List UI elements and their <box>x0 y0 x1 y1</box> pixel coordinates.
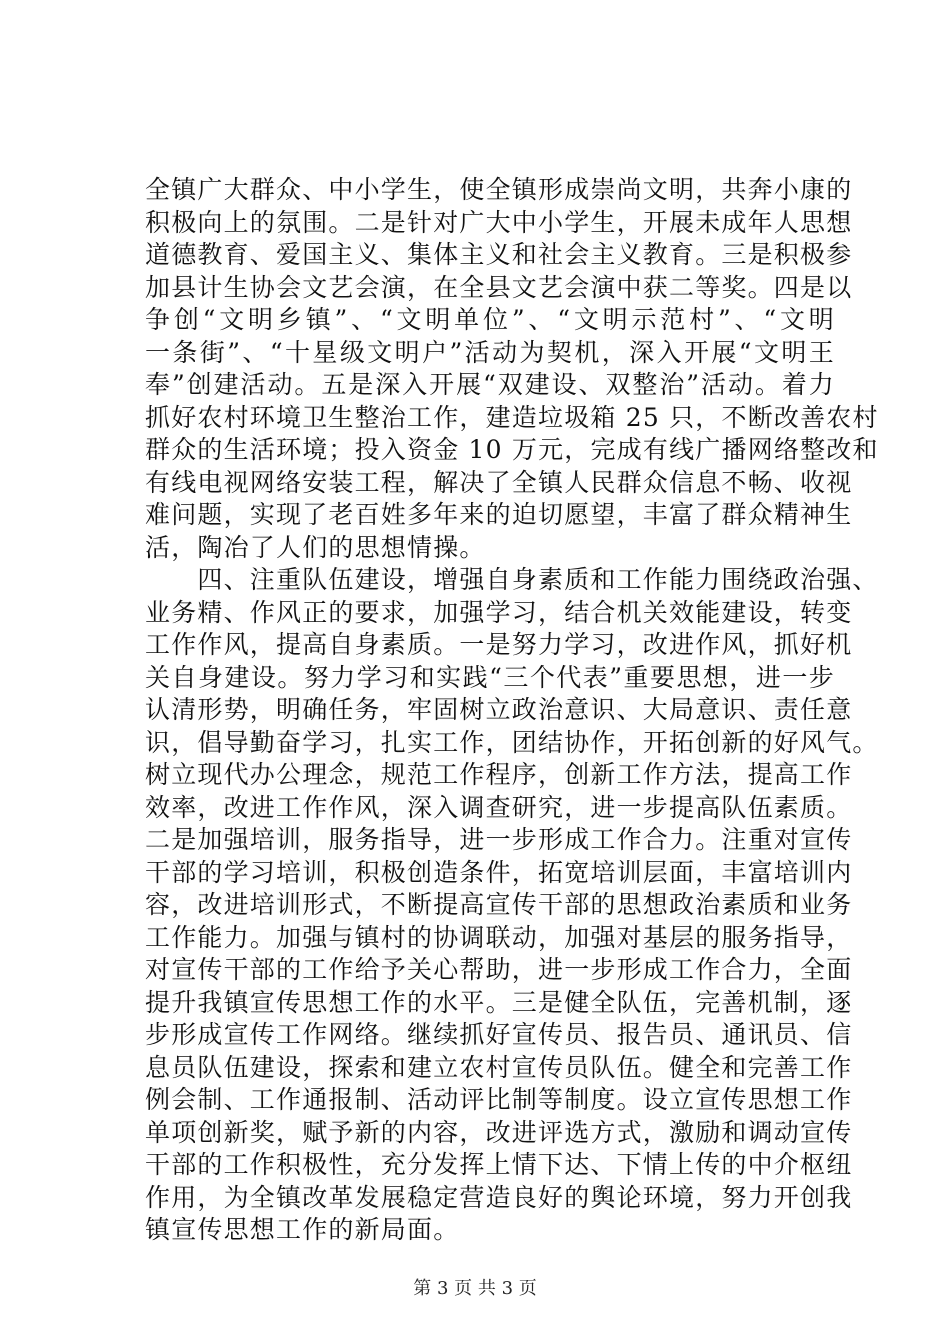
text-line: 单项创新奖，赋予新的内容，改进评选方式，激励和调动宣传 <box>145 1117 853 1147</box>
text-line: 有线电视网络安装工程，解决了全镇人民群众信息不畅、收视 <box>145 467 853 497</box>
text-line: 道德教育、爱国主义、集体主义和社会主义教育。三是积极参 <box>145 240 853 269</box>
text-line: 工作作风，提高自身素质。一是努力学习，改进作风，抓好机 <box>145 630 853 659</box>
text-line: 积极向上的氛围。二是针对广大中小学生，开展未成年人思想 <box>145 207 853 237</box>
text-line: 息员队伍建设，探索和建立农村宣传员队伍。健全和完善工作 <box>145 1052 853 1082</box>
text-line: 容，改进培训形式，不断提高宣传干部的思想政治素质和业务 <box>145 890 853 919</box>
text-line: 工作能力。加强与镇村的协调联动，加强对基层的服务指导， <box>145 922 853 952</box>
text-line: 关自身建设。努力学习和实践“三个代表”重要思想，进一步 <box>145 662 835 692</box>
text-line: 作用，为全镇改革发展稳定营造良好的舆论环境，努力开创我 <box>145 1182 853 1212</box>
text-line: 全镇广大群众、中小学生，使全镇形成崇尚文明，共奔小康的 <box>145 175 853 204</box>
page-number-footer: 第 3 页 共 3 页 <box>413 1278 537 1299</box>
text-line: 争创“文明乡镇”、“文明单位”、“文明示范村”、“文明 <box>145 305 835 334</box>
text-line: 树立现代办公理念，规范工作程序，创新工作方法，提高工作 <box>145 760 853 789</box>
text-line: 活，陶冶了人们的思想情操。 <box>145 532 486 562</box>
text-line: 加县计生协会文艺会演，在全县文艺会演中获二等奖。四是以 <box>145 272 853 302</box>
text-line: 提升我镇宣传思想工作的水平。三是健全队伍，完善机制，逐 <box>145 987 853 1017</box>
text-line: 一条街”、“十星级文明户”活动为契机，深入开展“文明王 <box>145 337 835 367</box>
text-line: 难问题，实现了老百姓多年来的迫切愿望，丰富了群众精神生 <box>145 500 853 529</box>
text-line: 认清形势，明确任务，牢固树立政治意识、大局意识、责任意 <box>145 695 853 724</box>
text-line: 对宣传干部的工作给予关心帮助，进一步形成工作合力，全面 <box>145 955 853 984</box>
text-line: 业务精、作风正的要求，加强学习，结合机关效能建设，转变 <box>145 597 853 627</box>
text-line: 干部的学习培训，积极创造条件，拓宽培训层面，丰富培训内 <box>145 857 853 887</box>
text-line: 例会制、工作通报制、活动评比制等制度。设立宣传思想工作 <box>145 1085 853 1114</box>
text-line: 抓好农村环境卫生整治工作，建造垃圾箱 25 只，不断改善农村 <box>145 402 879 432</box>
text-line: 干部的工作积极性，充分发挥上情下达、下情上传的中介枢纽 <box>145 1150 853 1179</box>
text-line: 二是加强培训，服务指导，进一步形成工作合力。注重对宣传 <box>145 825 853 854</box>
text-line: 识，倡导勤奋学习，扎实工作，团结协作，开拓创新的好风气。 <box>145 727 879 757</box>
body-text <box>145 174 879 1247</box>
text-line: 步形成宣传工作网络。继续抓好宣传员、报告员、通讯员、信 <box>145 1020 853 1049</box>
text-line: 四、注重队伍建设，增强自身素质和工作能力围绕政治强、 <box>145 565 879 594</box>
text-line: 奉”创建活动。五是深入开展“双建设、双整治”活动。着力 <box>145 370 835 399</box>
text-line: 镇宣传思想工作的新局面。 <box>145 1215 460 1244</box>
text-line: 效率，改进工作作风，深入调查研究，进一步提高队伍素质。 <box>145 792 853 822</box>
text-line: 群众的生活环境；投入资金 10 万元，完成有线广播网络整改和 <box>145 435 879 464</box>
